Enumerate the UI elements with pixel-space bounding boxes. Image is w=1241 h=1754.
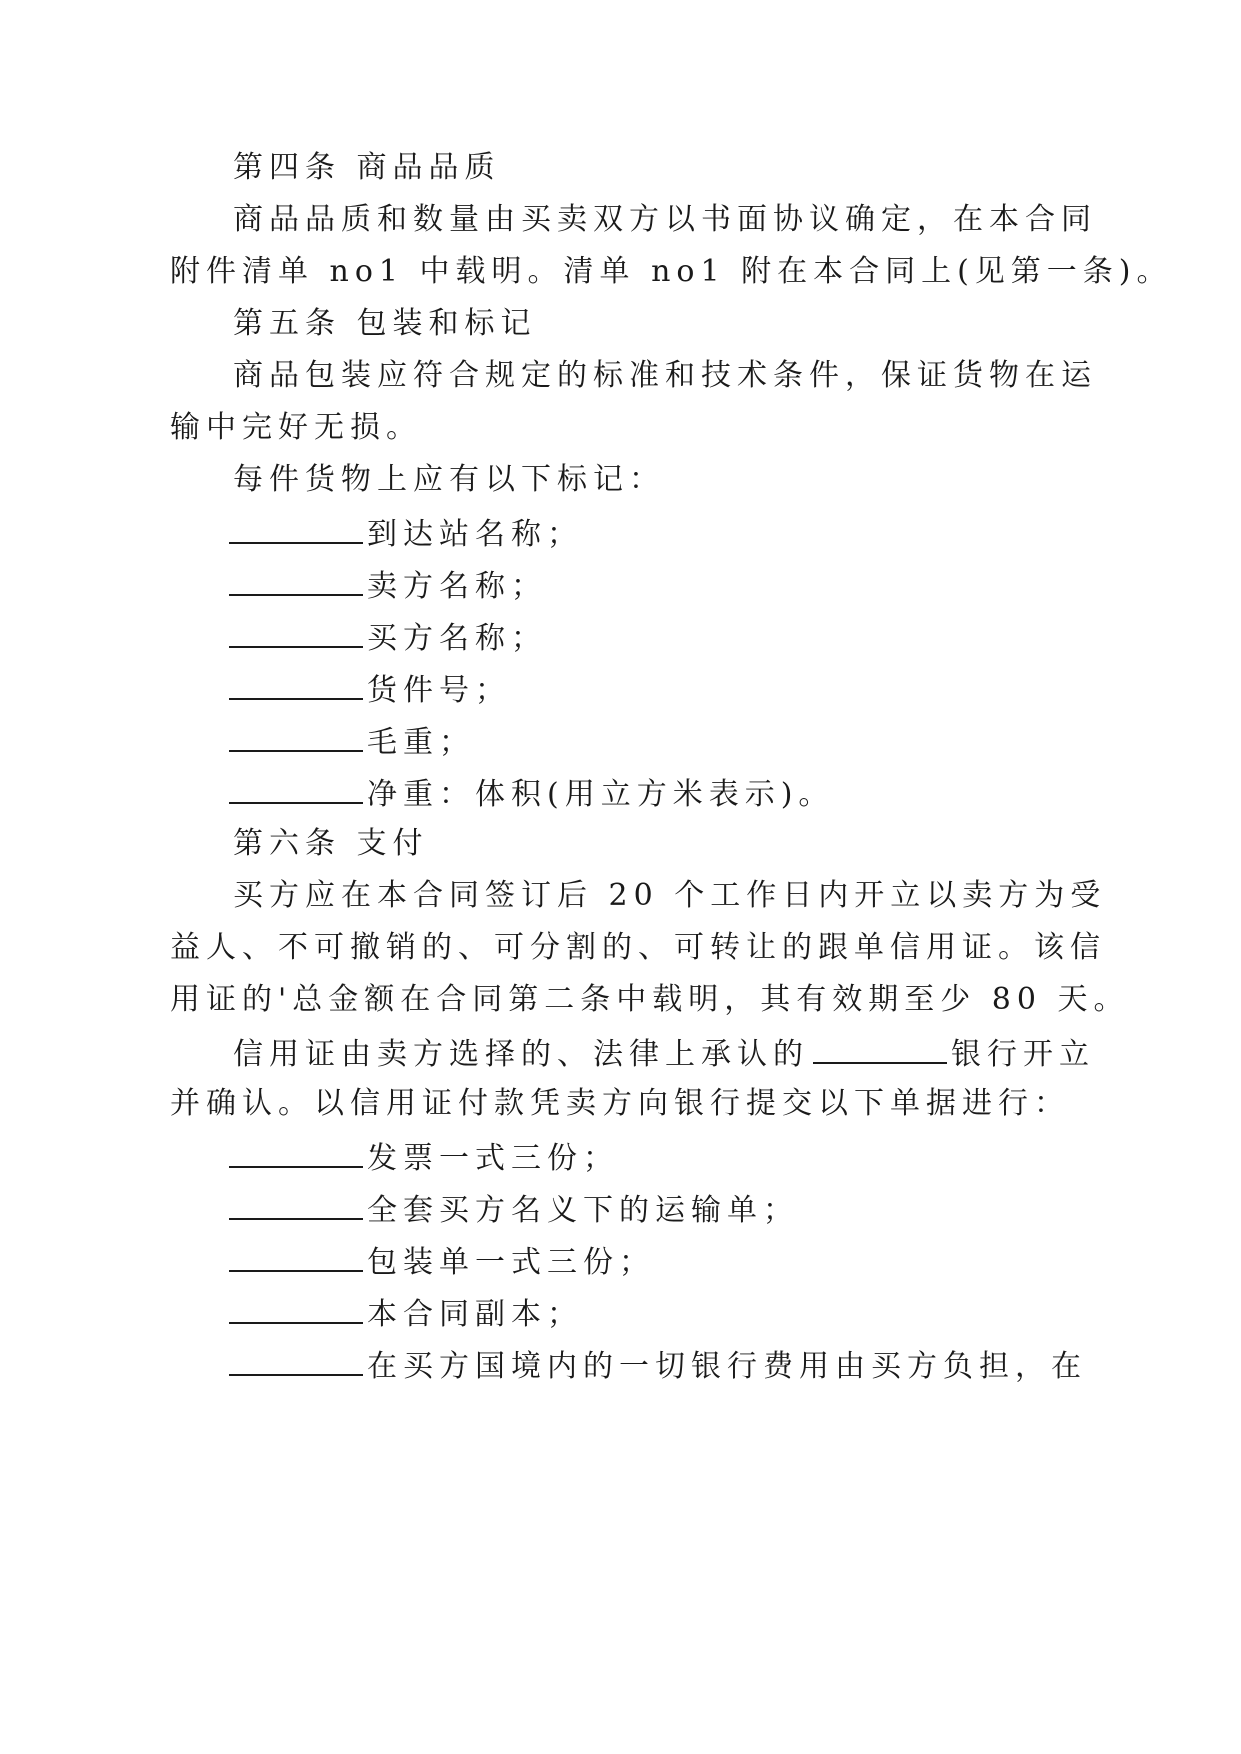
document-item-label: 本合同副本； (367, 1297, 583, 1332)
section-4-paragraph-line-2: 附件清单 no1 中载明。清单 no1 附在本合同上(见第一条)。 (170, 254, 1173, 289)
section-6-paragraph-2-line-2: 并确认。以信用证付款凭卖方向银行提交以下单据进行： (170, 1086, 1070, 1121)
document-item (229, 1190, 799, 1229)
bank-clause-before: 信用证由卖方选择的、法律上承认的 (233, 1037, 809, 1072)
fill-in-blank (229, 1190, 363, 1220)
section-6-paragraph-1-line-3: 用证的'总金额在合同第二条中载明，其有效期至少 80 天。 (170, 982, 1130, 1017)
document-item-label: 全套买方名义下的运输单； (367, 1193, 799, 1228)
fill-in-blank (813, 1034, 947, 1064)
document-item-label: 发票一式三份； (367, 1141, 619, 1176)
document-item (229, 1294, 583, 1333)
mark-item-label: 买方名称； (367, 621, 547, 656)
mark-item (229, 774, 834, 813)
fill-in-blank (229, 722, 363, 752)
mark-item (229, 722, 475, 761)
fill-in-blank (229, 1346, 363, 1376)
section-6-paragraph-2-line-1 (233, 1034, 1095, 1073)
document-item-label: 在买方国境内的一切银行费用由买方负担，在 (367, 1349, 1087, 1384)
section-5-paragraph-line-1: 商品包装应符合规定的标准和技术条件，保证货物在运 (233, 358, 1097, 393)
section-4-paragraph-line-1: 商品品质和数量由买卖双方以书面协议确定，在本合同 (233, 202, 1097, 237)
document-item (229, 1138, 619, 1177)
mark-item (229, 618, 547, 657)
mark-item (229, 670, 511, 709)
fill-in-blank (229, 1242, 363, 1272)
fill-in-blank (229, 514, 363, 544)
mark-item (229, 514, 583, 553)
section-5-paragraph-line-2: 输中完好无损。 (170, 410, 422, 445)
section-6-heading: 第六条 支付 (233, 826, 429, 861)
mark-item-label: 到达站名称； (367, 517, 583, 552)
section-6-paragraph-1-line-2: 益人、不可撤销的、可分割的、可转让的跟单信用证。该信 (170, 930, 1106, 965)
mark-item-label: 净重：体积(用立方米表示)。 (367, 777, 835, 812)
document-item (229, 1242, 655, 1281)
mark-item-label: 毛重； (367, 725, 475, 760)
mark-item-label: 货件号； (367, 673, 511, 708)
fill-in-blank (229, 670, 363, 700)
marks-intro: 每件货物上应有以下标记： (233, 462, 665, 497)
mark-item (229, 566, 547, 605)
bank-clause-after: 银行开立 (951, 1037, 1095, 1072)
section-4-heading: 第四条 商品品质 (233, 150, 501, 185)
mark-item-label: 卖方名称； (367, 569, 547, 604)
section-5-heading: 第五条 包装和标记 (233, 306, 537, 341)
fill-in-blank (229, 1138, 363, 1168)
fill-in-blank (229, 1294, 363, 1324)
section-6-paragraph-1-line-1: 买方应在本合同签订后 20 个工作日内开立以卖方为受 (233, 878, 1107, 913)
fill-in-blank (229, 566, 363, 596)
document-item (229, 1346, 1087, 1385)
document-item-label: 包装单一式三份； (367, 1245, 655, 1280)
fill-in-blank (229, 618, 363, 648)
fill-in-blank (229, 774, 363, 804)
